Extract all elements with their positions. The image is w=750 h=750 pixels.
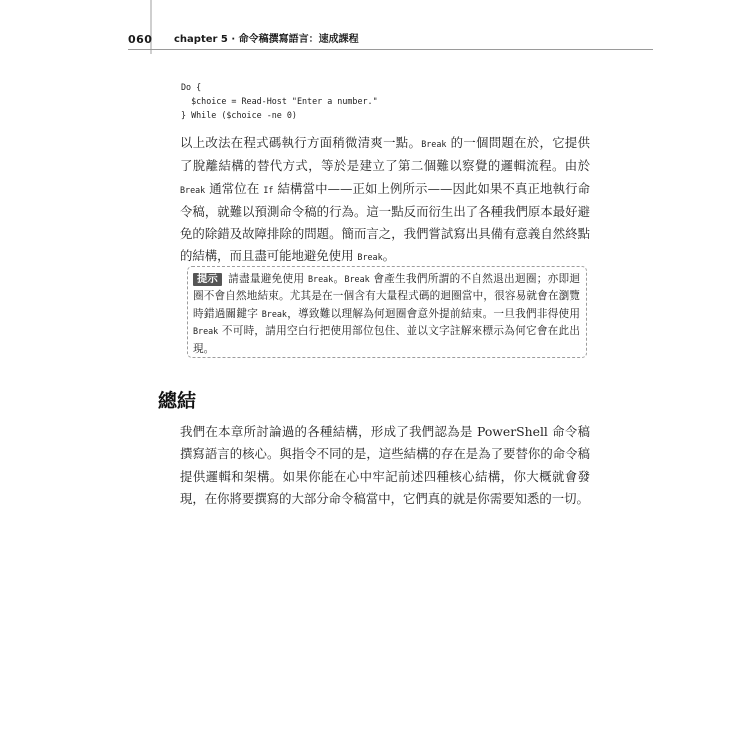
inline-code: Break — [193, 326, 219, 337]
tip-text — [193, 271, 580, 358]
running-header — [128, 33, 653, 49]
section-heading: 總結 — [158, 390, 197, 412]
inline-code: Break — [180, 184, 206, 195]
text-run: ，導致難以理解為何迴圈會意外提前結束。一旦我們非得使用 — [286, 307, 580, 320]
inline-code: Break — [344, 274, 370, 284]
inline-code: Break — [421, 139, 447, 149]
inline-code: Break — [308, 274, 334, 284]
text-run: 的一個問題在於，它提供了脫離結構的替代方式，等於是建立了第二個難以察覺的邏輯流程。由於 — [180, 135, 590, 174]
header-divider — [128, 49, 653, 50]
text-run: 。 — [333, 273, 345, 285]
inline-code: Break — [357, 252, 383, 263]
text-run: 結構當中——正如上例所示——因此如果不真正地執行命令稿，就難以預測命令稿的行為。這一點反而衍生出了各種我們原本最好避免的除錯及故障排除的問題。簡而言之，我們嘗試寫出具備有意義自然終點的結構，而且盡可能地避免使用 — [180, 180, 590, 264]
summary-paragraph: 我們在本章所討論過的各種結構，形成了我們認為是 PowerShell 命令稿撰寫語言的核心。與指令不同的是，這些結構的存在是為了要替你的命令稿提供邏輯和架構。如果你能在心中牢記前述四種核心結構，你大概就會發現，在你將要撰寫的大部分命令稿當中，它們真的就是你需要知悉的一切。 — [180, 424, 590, 506]
code-line: $choice = Read-Host "Enter a number." — [181, 96, 378, 106]
text-run: 會產生我們所謂的不自然退出迴圈；亦即迴圈不會自然地結束。尤其是在一個含有大量程式碼的迴圈當中，很容易就會在瀏覽時錯過關鍵字 — [193, 273, 581, 320]
text-run: 通常位在 — [205, 180, 264, 196]
inline-code: Break — [261, 308, 287, 319]
page-number: 060 — [128, 33, 153, 46]
text-run: 。 — [382, 248, 396, 264]
code-block — [181, 80, 378, 122]
tip-box — [187, 266, 587, 358]
body-paragraph — [180, 132, 590, 269]
text-run: 不可時，請用空白行把使用部位包住、並以文字註解來標示為何它會在此出現。 — [193, 325, 580, 355]
code-line: } While ($choice -ne 0) — [181, 110, 297, 120]
tip-label: 提示 — [193, 273, 222, 286]
text-run: 以上改法在程式碼執行方面稍微清爽一點。 — [180, 135, 422, 150]
code-line: Do { — [181, 82, 202, 92]
text-run: 請盡量避免使用 — [227, 273, 309, 285]
inline-code: If — [263, 184, 274, 195]
chapter-title: chapter 5 · 命令稿撰寫語言：速成課程 — [174, 34, 359, 45]
